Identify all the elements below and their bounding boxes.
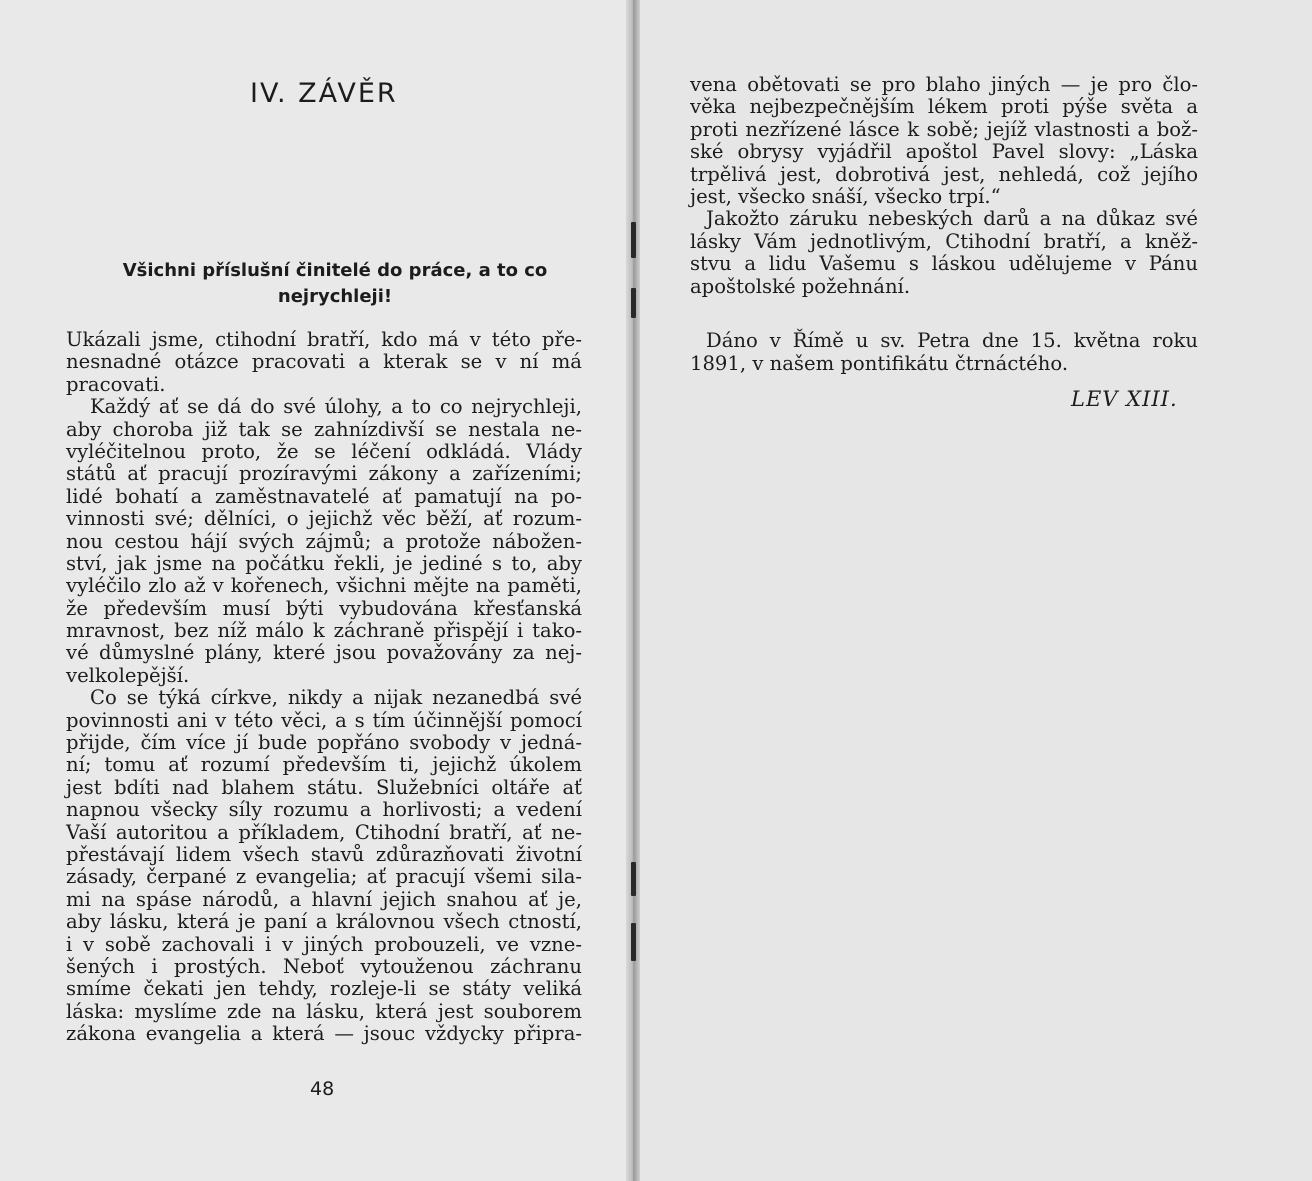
text-line: napnou všecky síly rozumu a horlivosti; a vedení: [66, 798, 582, 822]
binding-stitch: [631, 923, 636, 961]
text-line: Dáno v Římě u sv. Petra dne 15. května roku: [706, 329, 1198, 353]
text-line: stvu a lidu Vašemu s láskou udělujeme v Pánu: [690, 252, 1198, 276]
text-line: mi na spáse národů, a hlavní jejich snahou ať je,: [66, 887, 582, 911]
signature: LEV XIII.: [1071, 387, 1178, 411]
text-line: mravnost, bez níž málo k záchraně přispějí i tako-: [66, 619, 582, 643]
text-line: jest, všecko snáší, všecko trpí.“: [690, 184, 1001, 208]
binding-stitch: [631, 862, 636, 896]
text-line: že především musí býti vybudována křesťanská: [66, 596, 582, 620]
text-line: smíme čekati jen tehdy, rozleje-li se státy veliká: [66, 977, 582, 1001]
text-line: vinnosti své; dělníci, o jejichž věc běží, ať rozum-: [66, 507, 582, 531]
text-line: Vaší autoritou a příkladem, Ctihodní bratří, ať ne-: [66, 820, 582, 844]
text-line: velkolepější.: [66, 663, 190, 687]
binding-stitch: [631, 222, 636, 258]
text-line: vena obětovati se pro blaho jiných — je pro člo-: [690, 73, 1198, 96]
text-line: Co se týká církve, nikdy a nijak nezanedbá své: [90, 686, 582, 710]
text-line: zákona evangelia a která — jsouc vždycky připra-: [66, 1022, 582, 1046]
text-line: jest bdíti nad blahem státu. Služebníci oltáře ať: [66, 775, 582, 799]
text-line: aby choroba již tak se zahnízdivší se nestala ne-: [66, 417, 582, 441]
text-line: Každý ať se dá do své úlohy, a to co nejrychleji,: [90, 395, 582, 419]
text-line: Ukázali jsme, ctihodní bratří, kdo má v této pře-: [66, 328, 582, 351]
text-line: apoštolské požehnání.: [690, 274, 911, 298]
section-subtitle: Všichni příslušní činitelé do práce, a to co nejrychleji!: [122, 260, 548, 307]
text-line: ní; tomu ať rozumí především ti, jejichž úkolem: [66, 753, 582, 777]
text-line: i v sobě zachovali i v jiných probouzeli, ve vzne-: [66, 932, 582, 956]
text-line: aby lásku, která je paní a královnou všech ctností,: [66, 910, 582, 934]
page-number: 48: [310, 1078, 335, 1100]
text-line: pracovati.: [66, 372, 166, 396]
text-line: láska: myslíme zde na lásku, která jest souborem: [66, 999, 582, 1023]
text-line: šených i prostých. Neboť vytouženou záchranu: [66, 954, 582, 978]
text-line: přestávají lidem všech stavů zdůrazňovati životní: [66, 842, 582, 866]
text-line: nou cestou hájí svých zájmů; a protože nábožen-: [66, 529, 582, 553]
left-page: [0, 0, 632, 1181]
text-line: věka nejbezpečnějším lékem proti pýše světa a: [690, 95, 1198, 119]
text-line: trpělivá jest, dobrotivá jest, nehledá, což jejího: [690, 162, 1198, 186]
blank-line: [690, 298, 1198, 320]
text-line: ské obrysy vyjádřil apoštol Pavel slovy: „Láska: [690, 140, 1198, 164]
text-line: lásky Vám jednotlivým, Ctihodní bratří, a kněž-: [690, 229, 1198, 253]
text-line: vé důmyslné plány, které jsou považovány za nej-: [66, 641, 582, 665]
book-spine: [626, 0, 640, 1181]
text-line: Jakožto záruku nebeských darů a na důkaz své: [706, 207, 1198, 231]
text-line: vyléčilo zlo až v kořenech, všichni mějte na paměti,: [66, 574, 582, 598]
text-line: zásady, čerpané z evangelia; ať pracují všemi sila-: [66, 865, 582, 889]
text-line: 1891, v našem pontifikátu čtrnáctého.: [690, 351, 1069, 375]
text-line: vyléčitelnou proto, že se léčení odkládá. Vlády: [66, 439, 582, 463]
text-line: povinnosti ani v této věci, a s tím účinnější pomocí: [66, 708, 582, 732]
text-line: ství, jak jsme na počátku řekli, je jediné s to, aby: [66, 551, 582, 575]
binding-stitch: [631, 288, 636, 318]
text-line: nesnadné otázce pracovati a kterak se v ní má: [66, 350, 582, 374]
text-line: států ať pracují prozíravými zákony a zařízeními;: [66, 462, 582, 486]
right-body-text: [690, 74, 1198, 375]
text-line: přijde, čím více jí bude popřáno svobody v jedná-: [66, 731, 582, 755]
chapter-title: IV. ZÁVĚR: [250, 78, 398, 109]
left-body-text: [66, 329, 582, 1046]
text-line: lidé bohatí a zaměstnavatelé ať pamatují na po-: [66, 484, 582, 508]
text-line: proti nezřízené lásce k sobě; jejíž vlastnosti a bož-: [690, 117, 1198, 141]
